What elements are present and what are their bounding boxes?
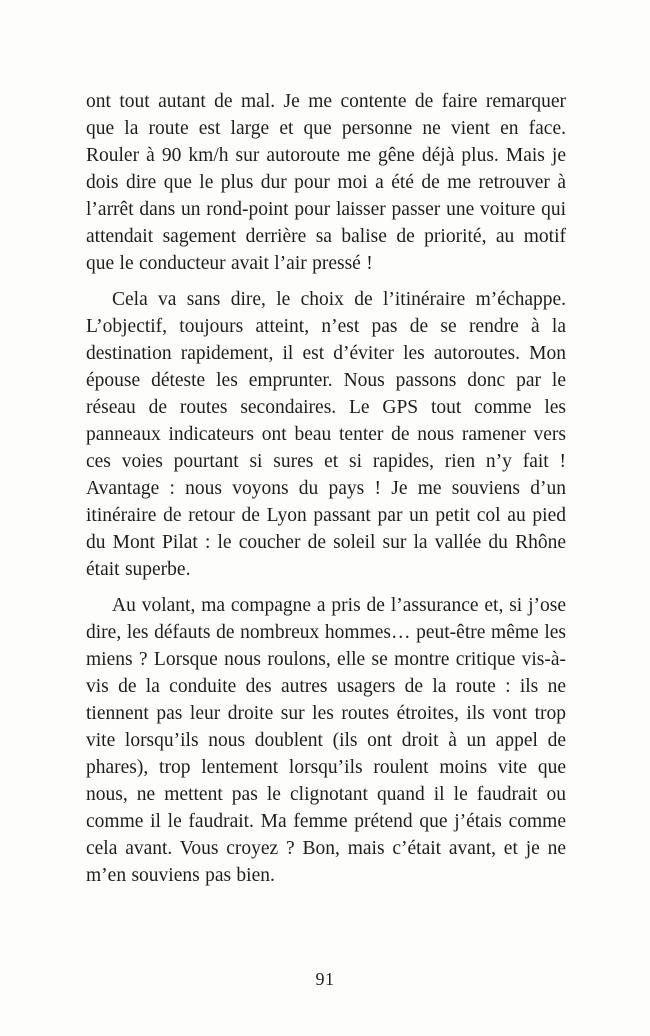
text-block	[86, 88, 566, 898]
page-number: 91	[315, 969, 335, 989]
paragraph-itinerary: Cela va sans dire, le choix de l’itinéraire m’échappe. L’objectif, toujours atteint, n’est pas de se rendre à la destination rapidement, il est d’éviter les autoroutes. Mon épouse déteste les emprunter. Nous passons donc par le réseau de routes secondaires. Le GPS tout comme les panneaux indicateurs ont beau tenter de nous ramener vers ces voies pourtant si sures et si rapides, rien n’y fait ! Avantage : nous voyons du pays ! Je me souviens d’un itinéraire de retour de Lyon passant par un petit col au pied du Mont Pilat : le coucher de soleil sur la vallée du Rhône était superbe.	[86, 289, 566, 580]
paragraph-driving-critique: Au volant, ma compagne a pris de l’assurance et, si j’ose dire, les défauts de nombreux hommes… peut-être même les miens ? Lorsque nous roulons, elle se montre critique vis-à-vis de la conduite des autres usagers de la route : ils ne tiennent pas leur droite sur les routes étroites, ils vont trop vite lorsqu’ils nous doublent (ils ont droit à un appel de phares), trop lentement lorsqu’ils roulent moins vite que nous, ne mettent pas le clignotant quand il le faudrait ou comme il le faudrait. Ma femme prétend que j’étais comme cela avant. Vous croyez ? Bon, mais c’était avant, et je ne m’en souviens pas bien.	[86, 595, 566, 886]
paragraph-continuation: ont tout autant de mal. Je me contente de faire remarquer que la route est large et que personne ne vient en face. Rouler à 90 km/h sur autoroute me gêne déjà plus. Mais je dois dire que le plus dur pour moi a été de me retrouver à l’arrêt dans un rond-point pour laisser passer une voiture qui attendait sagement derrière sa balise de priorité, au motif que le conducteur avait l’air pressé !	[86, 91, 566, 274]
